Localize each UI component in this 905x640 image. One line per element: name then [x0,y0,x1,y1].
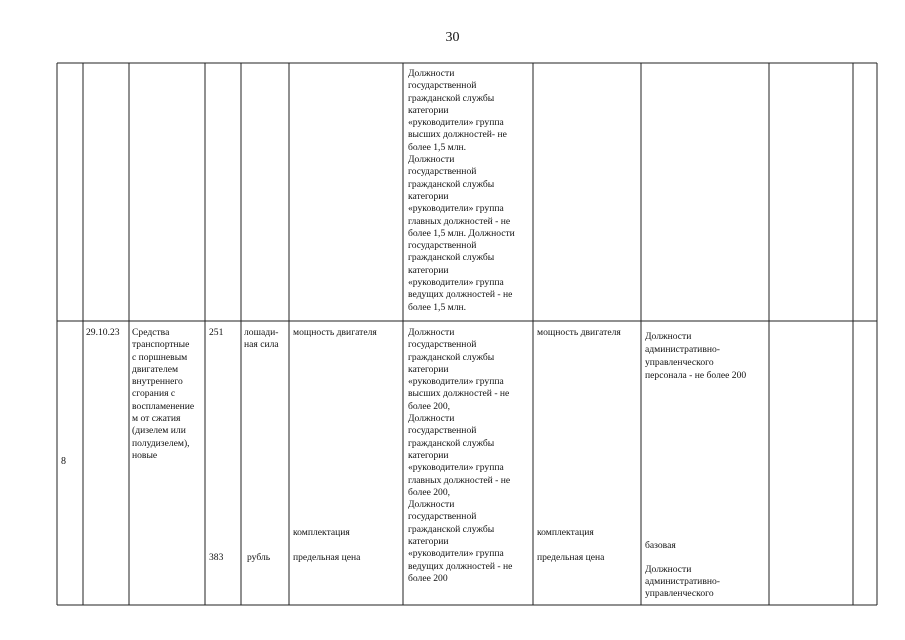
okpd-code: 29.10.23 [86,327,120,338]
characteristic-name: комплектация [293,527,350,538]
characteristic-name: мощность двигателя [293,327,377,338]
okei-code: 251 [209,327,224,338]
characteristic-values: Должности государственной гражданской службы категории «руководители» группа высших должностей - не более 200, Должности государственной гражданской службы категории «руководители» группа главных должностей - не более 200, Должности государственной гражданской службы категории «руководители» группа ведущих должностей - не более 200 [408,327,513,584]
unit-name: лошади- ная сила [244,327,279,351]
characteristic-name: комплектация [537,527,594,538]
characteristic-name: предельная цена [537,552,605,563]
characteristic-name: предельная цена [293,552,361,563]
page-number: 30 [445,30,460,45]
row-number: 8 [61,456,66,467]
okei-code: 383 [209,552,224,563]
characteristic-value: Должности административно- управленческого [645,564,720,599]
characteristic-value: базовая [645,540,676,551]
item-name: Средства транспортные с поршневым двигателем внутреннего сгорания с воспламенение м от сжатия (дизелем или полудизелем), новые [132,327,195,461]
characteristic-value: Должности административно- управленческого персонала - не более 200 [645,331,747,381]
characteristic-name: мощность двигателя [537,327,621,338]
prev-row-requirements-cell: Должности государственной гражданской службы категории «руководители» группа высших должностей- не более 1,5 млн. Должности государственной гражданской службы категории «руководители» группа главных должностей - не более 1,5 млн. Должности государственной гражданской службы категории «руководители» группа ведущих должностей - не более 1,5 млн. [408,68,515,313]
unit-name: рубль [247,552,271,563]
